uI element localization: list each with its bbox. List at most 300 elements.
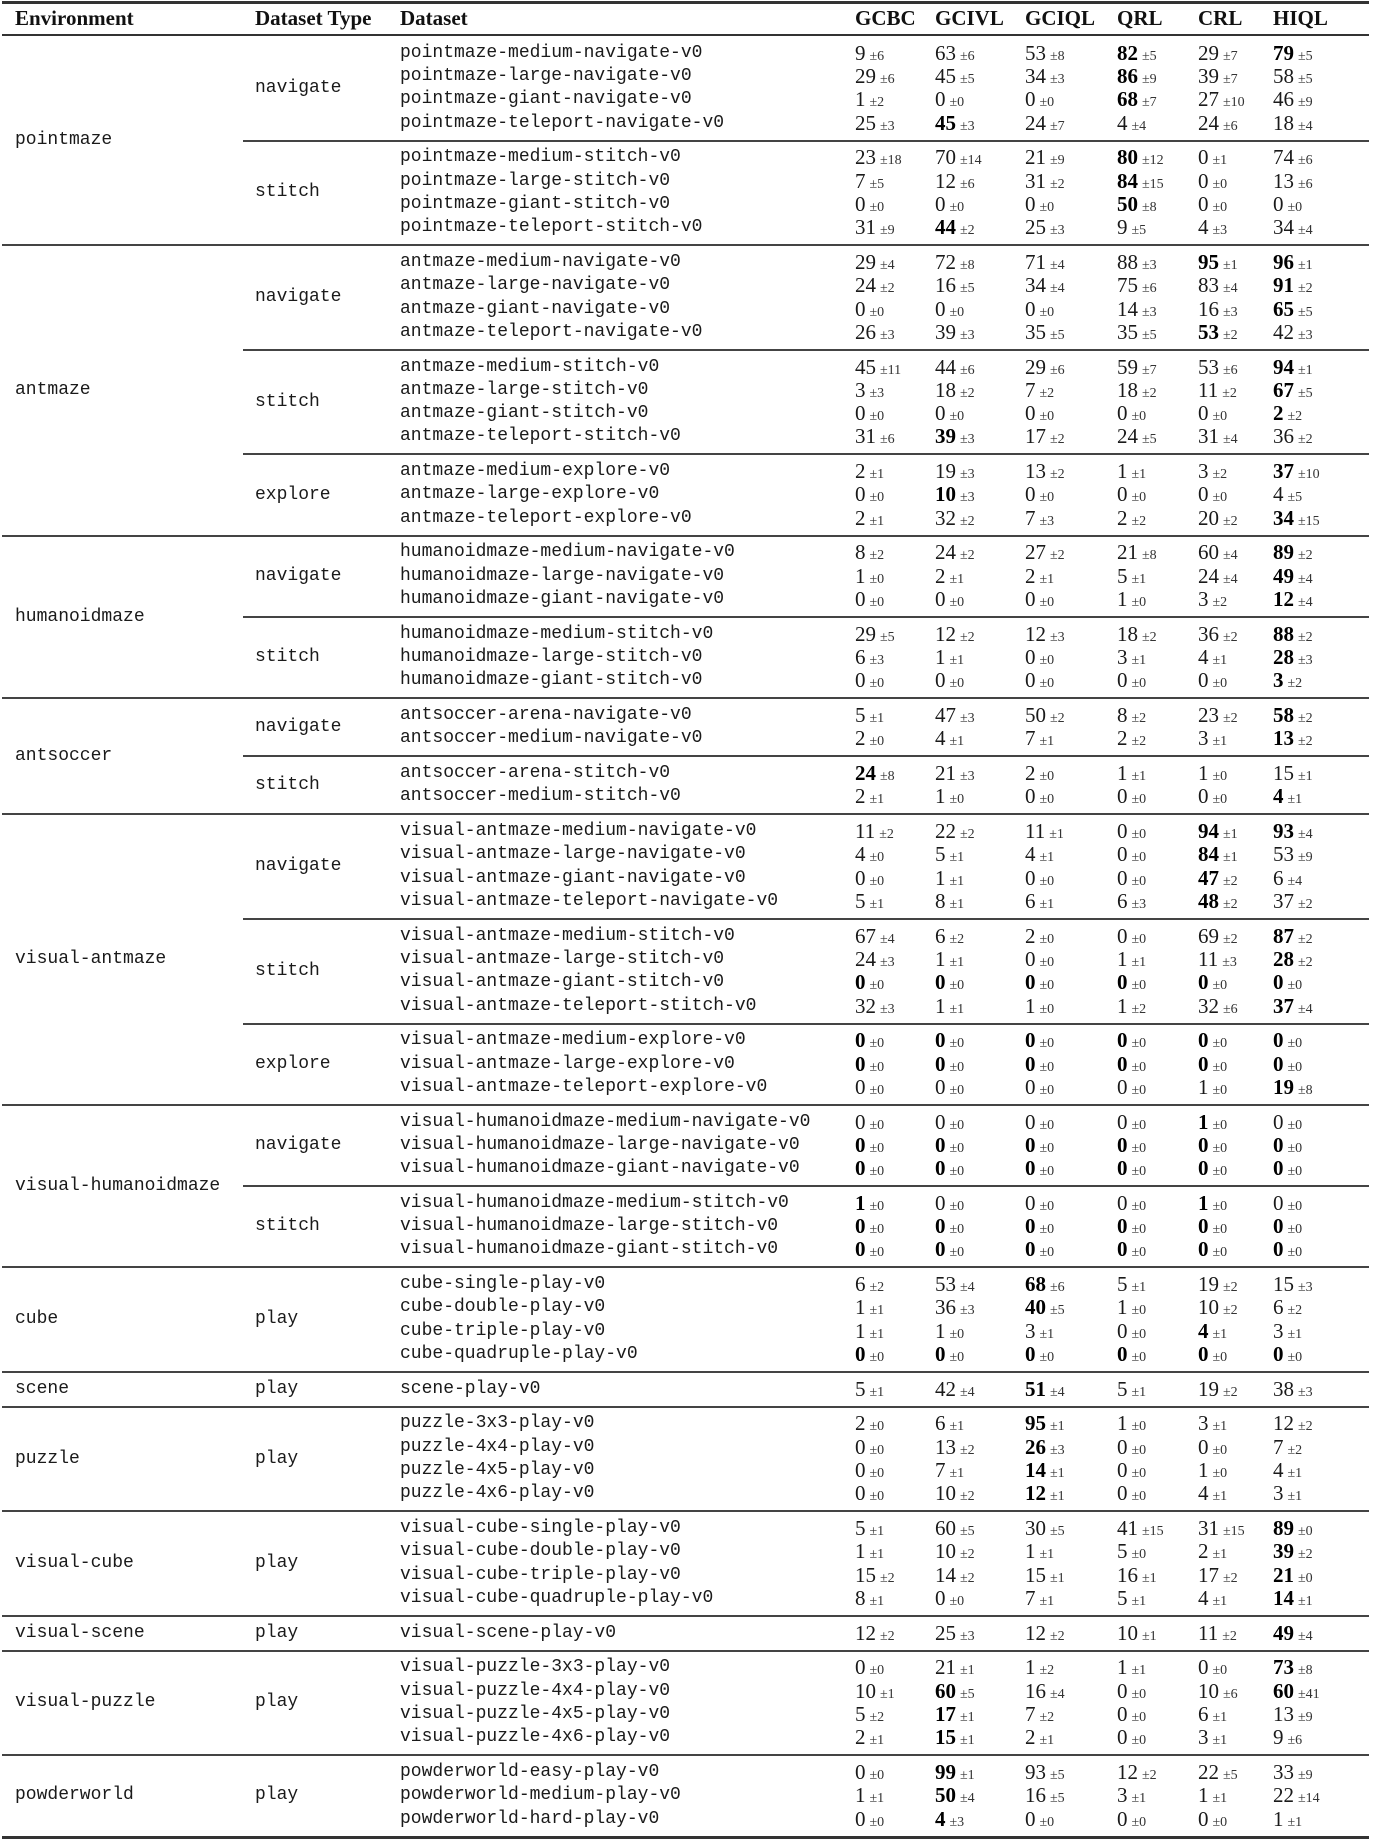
score-mean: 2 — [1025, 761, 1036, 785]
score-mean: 0 — [1025, 1156, 1036, 1181]
score-std: ±5 — [960, 72, 975, 87]
score-std: ±1 — [869, 792, 885, 808]
score-cell-gcivl — [935, 507, 975, 533]
score-mean: 60 — [935, 1678, 956, 1703]
score-std: ±2 — [1050, 176, 1065, 192]
dataset-type-label: play — [255, 1553, 299, 1574]
group-separator — [2, 1650, 1369, 1652]
score-std: ±3 — [960, 432, 975, 448]
score-std: ±0 — [1131, 873, 1147, 889]
score-std: ±1 — [1212, 1593, 1228, 1609]
score-std: ±0 — [1039, 653, 1055, 668]
score-mean: 2 — [1025, 923, 1036, 948]
score-std: ±0 — [1131, 676, 1147, 692]
score-mean: 96 — [1273, 249, 1294, 274]
score-cell-crl — [1198, 507, 1238, 533]
dataset-type-label: play — [255, 1448, 299, 1469]
score-cell-gcivl — [935, 669, 964, 695]
score-mean: 11 — [1198, 1620, 1219, 1645]
dataset-name: cube-triple-play-v0 — [400, 1320, 606, 1341]
score-std: ±0 — [1131, 1198, 1147, 1214]
dataset-name: cube-double-play-v0 — [400, 1297, 606, 1318]
score-std: ±0 — [949, 1350, 965, 1365]
score-mean: 36 — [1198, 621, 1219, 646]
score-cell-gciql — [1025, 321, 1065, 347]
score-std: ±0 — [869, 1164, 885, 1180]
score-mean: 2 — [1198, 1539, 1209, 1564]
dataset-name: pointmaze-large-stitch-v0 — [400, 170, 671, 191]
score-std: ±3 — [1298, 653, 1313, 668]
dataset-type-label: navigate — [255, 856, 342, 877]
score-std: ±4 — [1223, 571, 1238, 587]
score-std: ±1 — [1131, 467, 1147, 483]
subgroup-separator — [243, 453, 1369, 455]
dataset-name: visual-scene-play-v0 — [400, 1622, 617, 1643]
score-std: ±9 — [1298, 95, 1313, 111]
score-cell-gciql — [1025, 727, 1054, 753]
score-std: ±2 — [1223, 711, 1238, 726]
score-std: ±1 — [1131, 653, 1147, 668]
environment-label: antsoccer — [15, 745, 113, 766]
score-std: ±1 — [949, 653, 965, 668]
environment-label: pointmaze — [15, 130, 113, 151]
score-std: ±3 — [1298, 1280, 1313, 1296]
score-std: ±18 — [880, 153, 902, 169]
score-mean: 2 — [855, 1411, 866, 1436]
score-cell-gcbc — [855, 727, 884, 753]
score-mean: 21 — [1117, 540, 1138, 565]
score-std: ±5 — [869, 176, 885, 192]
score-mean: 13 — [1273, 726, 1294, 751]
score-std: ±1 — [1212, 653, 1228, 668]
score-mean: 53 — [1025, 40, 1046, 65]
dataset-name: visual-antmaze-large-navigate-v0 — [400, 844, 746, 865]
score-std: ±3 — [880, 118, 895, 134]
score-mean: 0 — [935, 191, 946, 216]
score-mean: 38 — [1273, 1376, 1294, 1401]
score-std: ±0 — [1212, 1814, 1228, 1830]
score-std: ±6 — [869, 48, 885, 64]
score-std: ±1 — [1212, 1733, 1228, 1749]
score-cell-gcbc — [855, 995, 895, 1021]
score-std: ±0 — [1287, 1198, 1303, 1214]
score-std: ±6 — [880, 72, 895, 87]
score-mean: 1 — [1117, 1411, 1128, 1436]
environment-label: antmaze — [15, 379, 91, 400]
score-mean: 1 — [1198, 1074, 1209, 1099]
score-mean: 7 — [1025, 1701, 1036, 1726]
environment-label: visual-puzzle — [15, 1692, 156, 1713]
dataset-name: humanoidmaze-medium-stitch-v0 — [400, 623, 714, 644]
score-mean: 14 — [1273, 1585, 1294, 1610]
score-std: ±2 — [1212, 595, 1228, 610]
score-std: ±0 — [949, 978, 965, 994]
score-std: ±1 — [869, 896, 885, 912]
score-std: ±0 — [1131, 409, 1147, 425]
score-mean: 0 — [1198, 668, 1209, 693]
score-std: ±4 — [1298, 1628, 1313, 1644]
score-mean: 0 — [935, 1342, 946, 1366]
score-cell-qrl — [1117, 1726, 1146, 1752]
score-mean: 0 — [1025, 668, 1036, 693]
environment-label: visual-antmaze — [15, 949, 167, 970]
score-std: ±1 — [1050, 1419, 1065, 1435]
score-std: ±1 — [869, 1791, 885, 1807]
score-std: ±5 — [960, 1524, 975, 1539]
score-mean: 59 — [1117, 354, 1138, 379]
score-mean: 88 — [1117, 249, 1138, 274]
score-mean: 0 — [1117, 1190, 1128, 1215]
dataset-name: puzzle-4x6-play-v0 — [400, 1483, 595, 1504]
group-separator — [2, 1754, 1369, 1756]
score-mean: 0 — [1025, 1051, 1036, 1076]
score-std: ±4 — [1287, 873, 1303, 889]
score-mean: 1 — [1025, 1539, 1036, 1564]
score-std: ±4 — [1298, 1001, 1313, 1017]
score-mean: 0 — [855, 191, 866, 216]
score-mean: 0 — [1025, 1109, 1036, 1134]
score-mean: 12 — [1025, 621, 1046, 646]
score-cell-gcivl — [935, 425, 975, 451]
score-std: ±3 — [1298, 327, 1313, 343]
score-std: ±0 — [1287, 1036, 1303, 1052]
score-std: ±0 — [1039, 769, 1055, 784]
score-mean: 22 — [935, 819, 956, 843]
score-std: ±9 — [1050, 153, 1065, 169]
dataset-type-label: play — [255, 1785, 299, 1806]
score-std: ±0 — [1212, 1442, 1228, 1458]
score-std: ±0 — [869, 595, 885, 610]
score-mean: 31 — [855, 424, 876, 449]
score-mean: 0 — [855, 1214, 866, 1239]
score-std: ±5 — [1131, 223, 1147, 239]
score-mean: 10 — [935, 1481, 956, 1506]
score-mean: 0 — [1117, 1028, 1128, 1053]
score-std: ±0 — [1131, 490, 1147, 506]
score-cell-gcivl — [935, 112, 975, 138]
score-mean: 0 — [1025, 87, 1036, 112]
score-std: ±9 — [1142, 72, 1157, 87]
score-std: ±0 — [869, 978, 885, 994]
score-std: ±8 — [1142, 548, 1157, 564]
score-mean: 6 — [935, 1411, 946, 1436]
score-std: ±0 — [1212, 1245, 1228, 1261]
score-cell-hiql — [1273, 425, 1313, 451]
score-mean: 4 — [1198, 1585, 1209, 1610]
score-std: ±4 — [1223, 281, 1238, 297]
score-cell-gcbc — [855, 425, 895, 451]
dataset-name: powderworld-easy-play-v0 — [400, 1761, 660, 1782]
dataset-name: humanoidmaze-giant-navigate-v0 — [400, 589, 725, 609]
score-std: ±2 — [1223, 1570, 1238, 1586]
score-std: ±2 — [960, 1547, 975, 1563]
dataset-name: cube-quadruple-play-v0 — [400, 1344, 638, 1364]
score-std: ±2 — [1298, 734, 1313, 750]
environment-label: powderworld — [15, 1785, 134, 1806]
score-std: ±4 — [1131, 118, 1147, 134]
score-mean: 4 — [1198, 1318, 1209, 1343]
score-std: ±5 — [1298, 385, 1313, 401]
score-std: ±15 — [1298, 513, 1320, 529]
score-mean: 0 — [855, 1074, 866, 1099]
score-cell-gciql — [1025, 1587, 1054, 1613]
score-mean: 4 — [1117, 110, 1128, 135]
subgroup-separator — [243, 1023, 1369, 1025]
score-mean: 39 — [935, 319, 956, 344]
dataset-name: pointmaze-medium-navigate-v0 — [400, 42, 703, 63]
header-method-gciql: GCIQL — [1025, 6, 1096, 30]
score-mean: 11 — [855, 819, 876, 843]
score-std: ±0 — [949, 1036, 965, 1052]
score-mean: 2 — [1117, 726, 1128, 751]
score-mean: 40 — [1025, 1295, 1046, 1320]
score-std: ±0 — [1039, 1036, 1055, 1052]
score-std: ±2 — [1287, 1442, 1303, 1458]
dataset-type-label: play — [255, 1309, 299, 1330]
score-std: ±0 — [949, 1326, 965, 1342]
score-std: ±2 — [1298, 954, 1313, 970]
score-cell-gcivl — [935, 1238, 964, 1264]
score-cell-gcbc — [855, 507, 884, 533]
score-std: ±0 — [1039, 954, 1055, 970]
dataset-name: humanoidmaze-medium-navigate-v0 — [400, 542, 735, 563]
score-mean: 60 — [935, 1516, 956, 1540]
score-std: ±0 — [1298, 1524, 1313, 1539]
score-mean: 12 — [935, 621, 956, 646]
score-std: ±1 — [949, 873, 965, 889]
score-cell-hiql — [1273, 1343, 1302, 1369]
score-mean: 22 — [1273, 1783, 1294, 1808]
score-std: ±3 — [960, 467, 975, 483]
score-mean: 0 — [1198, 1806, 1209, 1831]
score-mean: 0 — [855, 970, 866, 995]
score-mean: 0 — [1273, 970, 1284, 995]
score-mean: 70 — [935, 145, 956, 170]
score-cell-crl — [1198, 785, 1227, 811]
score-std: ±0 — [869, 304, 885, 320]
score-std: ±1 — [1049, 827, 1064, 842]
subgroup-separator — [243, 1185, 1369, 1187]
score-mean: 1 — [935, 784, 946, 809]
score-mean: 0 — [935, 1190, 946, 1215]
score-std: ±0 — [1131, 1489, 1147, 1505]
score-mean: 0 — [935, 1156, 946, 1181]
score-mean: 0 — [855, 1051, 866, 1076]
score-std: ±0 — [869, 676, 885, 692]
score-std: ±0 — [1039, 1198, 1055, 1214]
score-std: ±0 — [1039, 978, 1055, 994]
header-method-gcivl: GCIVL — [935, 6, 1004, 30]
score-mean: 0 — [1198, 1028, 1209, 1053]
environment-label: scene — [15, 1378, 70, 1399]
dataset-type-label: stitch — [255, 960, 320, 981]
score-mean: 5 — [855, 1701, 866, 1726]
score-cell-gciql — [1025, 995, 1054, 1021]
score-cell-gcivl — [935, 1622, 975, 1648]
score-std: ±0 — [1039, 1350, 1055, 1365]
score-cell-gciql — [1025, 669, 1054, 695]
score-cell-crl — [1198, 1378, 1238, 1404]
score-std: ±0 — [1039, 1245, 1055, 1261]
score-std: ±4 — [960, 1280, 975, 1296]
dataset-name: pointmaze-medium-stitch-v0 — [400, 147, 681, 168]
score-mean: 41 — [1117, 1516, 1138, 1540]
score-mean: 0 — [935, 296, 946, 321]
score-cell-gciql — [1025, 588, 1054, 614]
dataset-type-label: navigate — [255, 565, 342, 586]
score-mean: 0 — [1198, 1237, 1209, 1262]
score-cell-crl — [1198, 1157, 1227, 1183]
score-std: ±1 — [1039, 896, 1055, 912]
score-std: ±4 — [1298, 827, 1313, 842]
score-std: ±0 — [1287, 1222, 1303, 1238]
score-cell-gciql — [1025, 507, 1054, 533]
score-std: ±1 — [1212, 734, 1228, 750]
score-std: ±15 — [1142, 176, 1164, 192]
score-mean: 3 — [1198, 459, 1209, 484]
score-cell-gcbc — [855, 1808, 884, 1834]
score-mean: 0 — [1025, 1214, 1036, 1239]
score-cell-crl — [1198, 425, 1238, 451]
score-cell-gcbc — [855, 1343, 884, 1369]
score-mean: 12 — [1117, 1759, 1138, 1784]
score-mean: 99 — [935, 1759, 956, 1784]
score-cell-crl — [1198, 216, 1227, 242]
score-mean: 18 — [935, 377, 956, 402]
score-std: ±0 — [1039, 95, 1055, 111]
dataset-type-label: navigate — [255, 77, 342, 98]
score-std: ±0 — [1039, 1059, 1055, 1075]
score-mean: 83 — [1198, 273, 1219, 298]
score-cell-hiql — [1273, 1482, 1302, 1508]
score-std: ±0 — [1131, 595, 1147, 610]
score-mean: 0 — [855, 668, 866, 693]
dataset-type-label: play — [255, 1622, 299, 1643]
score-std: ±6 — [1050, 1280, 1065, 1296]
score-mean: 11 — [1198, 377, 1219, 402]
score-mean: 45 — [935, 110, 956, 135]
score-std: ±0 — [1212, 1082, 1228, 1098]
score-mean: 44 — [935, 354, 956, 379]
group-separator — [2, 244, 1369, 246]
score-std: ±2 — [1223, 1303, 1238, 1319]
score-std: ±2 — [1287, 409, 1303, 425]
score-std: ±5 — [1142, 432, 1157, 448]
group-separator — [2, 1371, 1369, 1373]
score-std: ±0 — [1212, 1140, 1228, 1156]
score-std: ±1 — [1039, 1547, 1055, 1563]
score-mean: 0 — [1273, 1028, 1284, 1053]
score-std: ±2 — [1050, 1628, 1065, 1644]
score-mean: 6 — [1273, 865, 1284, 890]
score-std: ±2 — [1050, 432, 1065, 448]
score-std: ±14 — [960, 153, 982, 169]
score-std: ±2 — [1287, 1303, 1303, 1319]
score-std: ±2 — [1050, 548, 1065, 564]
dataset-type-label: navigate — [255, 1134, 342, 1155]
score-std: ±0 — [1287, 1117, 1303, 1133]
dataset-name: visual-antmaze-medium-navigate-v0 — [400, 821, 757, 841]
score-std: ±0 — [949, 1164, 965, 1180]
group-separator — [2, 1510, 1369, 1512]
score-mean: 22 — [1198, 1759, 1219, 1784]
score-cell-gcbc — [855, 1622, 895, 1648]
score-mean: 9 — [1117, 215, 1128, 240]
score-mean: 0 — [855, 482, 866, 507]
dataset-type-label: navigate — [255, 287, 342, 307]
score-mean: 13 — [1025, 459, 1046, 484]
score-std: ±0 — [1131, 1245, 1147, 1261]
score-std: ±2 — [1298, 629, 1313, 645]
score-std: ±2 — [879, 827, 894, 842]
score-mean: 29 — [855, 64, 876, 88]
score-std: ±15 — [1142, 1524, 1164, 1539]
score-mean: 21 — [935, 761, 956, 785]
score-cell-gcivl — [935, 321, 975, 347]
score-mean: 1 — [1025, 1655, 1036, 1680]
score-std: ±12 — [1142, 153, 1164, 169]
score-mean: 4 — [1198, 215, 1209, 240]
score-mean: 2 — [855, 459, 866, 484]
score-std: ±3 — [1050, 1442, 1065, 1458]
score-mean: 0 — [1198, 145, 1209, 170]
score-mean: 28 — [1273, 946, 1294, 971]
score-mean: 0 — [935, 1028, 946, 1053]
score-mean: 0 — [1117, 1342, 1128, 1366]
score-mean: 15 — [855, 1562, 876, 1587]
score-mean: 32 — [935, 505, 956, 530]
score-mean: 0 — [935, 1051, 946, 1076]
score-mean: 21 — [1273, 1562, 1294, 1587]
score-std: ±6 — [1223, 118, 1238, 134]
score-mean: 1 — [935, 1318, 946, 1343]
score-mean: 1 — [1198, 1109, 1209, 1134]
dataset-type-label: navigate — [255, 716, 342, 737]
score-mean: 1 — [855, 1190, 866, 1215]
score-std: ±3 — [880, 327, 895, 343]
score-std: ±7 — [1223, 48, 1238, 64]
score-std: ±0 — [869, 873, 885, 889]
dataset-type-label: explore — [255, 484, 331, 505]
score-mean: 0 — [1198, 1214, 1209, 1239]
score-mean: 35 — [1117, 319, 1138, 344]
score-std: ±0 — [1131, 1686, 1147, 1702]
score-std: ±3 — [960, 327, 975, 343]
group-separator — [2, 1104, 1369, 1106]
score-mean: 0 — [1025, 1074, 1036, 1099]
score-cell-gciql — [1025, 1343, 1054, 1369]
score-mean: 26 — [1025, 1434, 1046, 1459]
dataset-name: visual-antmaze-medium-stitch-v0 — [400, 925, 735, 946]
dataset-name: antmaze-teleport-stitch-v0 — [400, 426, 681, 447]
score-mean: 0 — [1025, 587, 1036, 611]
score-mean: 21 — [935, 1655, 956, 1680]
score-mean: 1 — [935, 946, 946, 971]
score-std: ±0 — [1039, 873, 1055, 889]
score-mean: 25 — [935, 1620, 956, 1645]
dataset-name: puzzle-4x4-play-v0 — [400, 1436, 595, 1457]
score-std: ±0 — [869, 1419, 885, 1435]
score-cell-gcivl — [935, 1378, 975, 1404]
score-std: ±0 — [1212, 1466, 1228, 1481]
score-cell-qrl — [1117, 785, 1146, 811]
score-mean: 1 — [1117, 459, 1128, 484]
score-std: ±0 — [1131, 792, 1147, 808]
score-std: ±3 — [1050, 72, 1065, 87]
score-mean: 1 — [1117, 761, 1128, 785]
score-std: ±2 — [1298, 896, 1313, 912]
score-mean: 8 — [855, 540, 866, 565]
